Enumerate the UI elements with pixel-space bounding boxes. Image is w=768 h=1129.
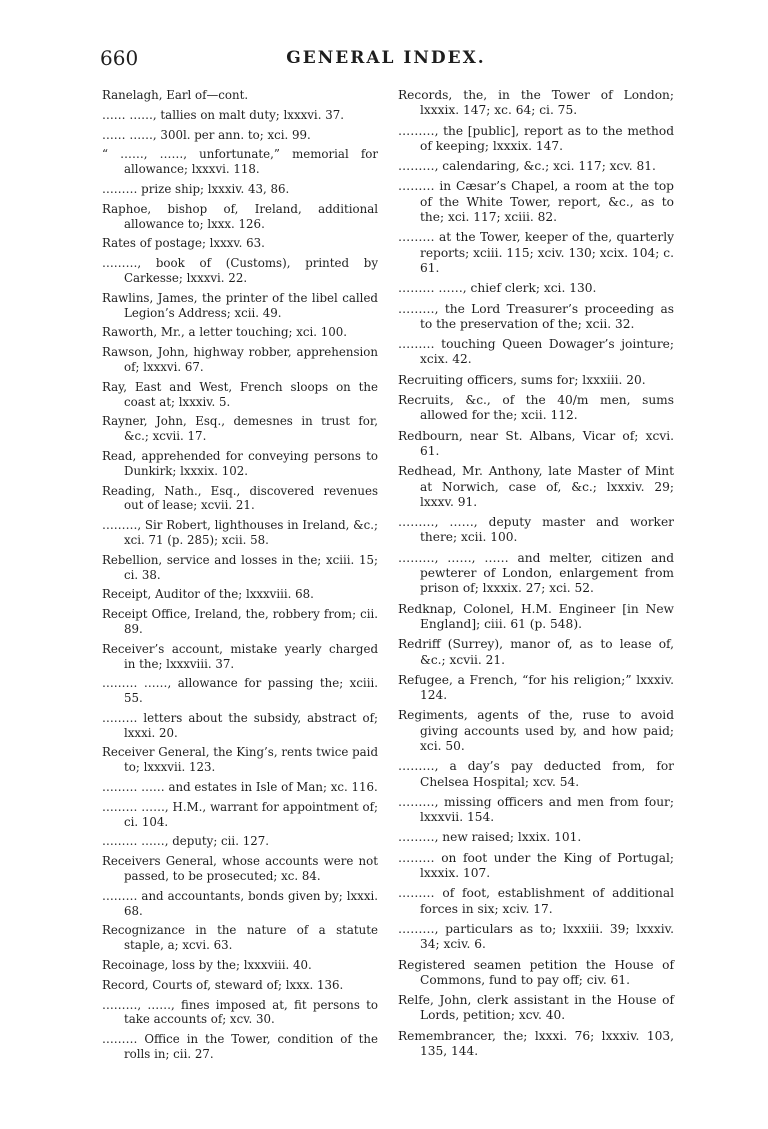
index-entry: …… ……, 300l. per ann. to; xci. 99. bbox=[102, 127, 311, 142]
left-index-column bbox=[102, 88, 378, 1067]
index-entry: ………, Sir Robert, lighthouses in Ireland, &c.; xci. 71 (p. 285); xcii. 58. bbox=[102, 518, 378, 547]
index-entry: ………, book of (Customs), printed by Carkesse; lxxxvi. 22. bbox=[102, 256, 378, 285]
index-entry: Refugee, a French, “for his religion;” lxxxiv. 124. bbox=[398, 672, 674, 703]
index-entry: ……… in Cæsar’s Chapel, a room at the top of the White Tower, report, &c., as to the; xci. 117; xciii. 82. bbox=[398, 179, 674, 225]
index-entry: ………, new raised; lxxix. 101. bbox=[398, 830, 582, 845]
running-title: GENERAL INDEX. bbox=[286, 48, 486, 68]
index-entry: Recoinage, loss by the; lxxxviii. 40. bbox=[102, 958, 312, 973]
index-entry: ………, missing officers and men from four; lxxxvii. 154. bbox=[398, 794, 674, 825]
index-entry: Redhead, Mr. Anthony, late Master of Mint at Norwich, case of, &c.; lxxxiv. 29; lxxxv. 91. bbox=[398, 464, 674, 509]
index-entry: ……… ……, H.M., warrant for appointment of; ci. 104. bbox=[102, 799, 378, 829]
index-entry: ……… letters about the subsidy, abstract of; lxxxi. 20. bbox=[102, 710, 378, 740]
index-entry: ……… and accountants, bonds given by; lxxxi. 68. bbox=[102, 888, 378, 918]
right-index-column bbox=[398, 88, 674, 1064]
index-entry: Redknap, Colonel, H.M. Engineer [in New England]; ciii. 61 (p. 548). bbox=[398, 601, 674, 631]
index-entry: ……… prize ship; lxxxiv. 43, 86. bbox=[102, 181, 290, 196]
index-entry: Reading, Nath., Esq., discovered revenues out of lease; xcvii. 21. bbox=[102, 483, 378, 513]
index-entry: Records, the, in the Tower of London; lxxxix. 147; xc. 64; ci. 75. bbox=[398, 88, 674, 118]
index-entry: Recruiting officers, sums for; lxxxiii. 20. bbox=[398, 372, 646, 387]
index-entry: Raphoe, bishop of, Ireland, additional allowance to; lxxx. 126. bbox=[102, 201, 378, 231]
index-entry: Raworth, Mr., a letter touching; xci. 100. bbox=[102, 325, 348, 340]
index-entry: ……… Office in the Tower, condition of the rolls in; cii. 27. bbox=[102, 1032, 378, 1062]
index-entry: Rawson, John, highway robber, apprehension of; lxxxvi. 67. bbox=[102, 345, 378, 374]
index-entry: Receipt, Auditor of the; lxxxviii. 68. bbox=[102, 587, 314, 602]
index-entry: Regiments, agents of the, ruse to avoid giving accounts used by, and how paid; xci. 50. bbox=[398, 708, 674, 753]
page-header bbox=[100, 46, 672, 76]
index-entry: Read, apprehended for conveying persons to Dunkirk; lxxxix. 102. bbox=[102, 448, 378, 478]
index-entry: Ranelagh, Earl of—cont. bbox=[102, 88, 249, 102]
index-entry: Record, Courts of, steward of; lxxx. 136. bbox=[102, 977, 344, 992]
index-entry: Receipt Office, Ireland, the, robbery from; cii. 89. bbox=[102, 607, 378, 636]
index-entry: Rates of postage; lxxxv. 63. bbox=[102, 236, 265, 251]
index-entry: ………, the [public], report as to the method of keeping; lxxxix. 147. bbox=[398, 123, 674, 153]
index-entry: ……… of foot, establishment of additional forces in six; xciv. 17. bbox=[398, 886, 674, 916]
index-entry: ……… at the Tower, keeper of the, quarterly reports; xciii. 115; xciv. 130; xcix. 104; c. 61. bbox=[398, 230, 674, 275]
index-entry: Remembrancer, the; lxxxi. 76; lxxxiv. 103, 135, 144. bbox=[398, 1028, 674, 1059]
index-entry: Redriff (Surrey), manor of, as to lease of, &c.; xcvii. 21. bbox=[398, 637, 674, 667]
index-entry: ………, the Lord Treasurer’s proceeding as to the preservation of the; xcii. 32. bbox=[398, 301, 674, 331]
index-entry: ……… …… and estates in Isle of Man; xc. 116. bbox=[102, 780, 378, 795]
index-entry: Recruits, &c., of the 40/m men, sums allowed for the; xcii. 112. bbox=[398, 393, 674, 423]
index-entry: “ ……, ……, unfortunate,” memorial for allowance; lxxxvi. 118. bbox=[102, 147, 378, 177]
index-entry: Receiver’s account, mistake yearly charged in the; lxxxviii. 37. bbox=[102, 641, 378, 671]
index-entry: Rawlins, James, the printer of the libel called Legion’s Address; xcii. 49. bbox=[102, 290, 378, 320]
index-entry: Rebellion, service and losses in the; xciii. 15; ci. 38. bbox=[102, 552, 378, 582]
index-entry: Redbourn, near St. Albans, Vicar of; xcvi. 61. bbox=[398, 428, 674, 458]
index-entry: ………, ……, …… and melter, citizen and pewterer of London, enlargement from prison of; lxxxix. 27; xci. 52. bbox=[398, 550, 674, 596]
index-entry: Rayner, John, Esq., demesnes in trust for, &c.; xcvii. 17. bbox=[102, 414, 378, 444]
index-entry: ……… touching Queen Dowager’s jointure; xcix. 42. bbox=[398, 337, 674, 367]
index-entry: ……… on foot under the King of Portugal; lxxxix. 107. bbox=[398, 850, 674, 881]
index-entry: ………, particulars as to; lxxxiii. 39; lxxxiv. 34; xciv. 6. bbox=[398, 921, 674, 952]
index-entry: ……… ……, chief clerk; xci. 130. bbox=[398, 281, 597, 296]
index-entry: ………, ……, deputy master and worker there; xcii. 100. bbox=[398, 515, 674, 545]
index-entry: Ray, East and West, French sloops on the coast at; lxxxiv. 5. bbox=[102, 379, 378, 409]
index-entry: ………, calendaring, &c.; xci. 117; xcv. 81. bbox=[398, 159, 656, 174]
index-entry: ……… ……, deputy; cii. 127. bbox=[102, 834, 269, 849]
index-entry: Registered seamen petition the House of Commons, fund to pay off; civ. 61. bbox=[398, 957, 674, 987]
index-entry: Recognizance in the nature of a statute staple, a; xcvi. 63. bbox=[102, 923, 378, 953]
index-entry: Relfe, John, clerk assistant in the House of Lords, petition; xcv. 40. bbox=[398, 993, 674, 1023]
index-entry: ……… ……, allowance for passing the; xciii. 55. bbox=[102, 676, 378, 706]
index-entry: Receiver General, the King’s, rents twice paid to; lxxxvii. 123. bbox=[102, 745, 378, 775]
page-number: 660 bbox=[100, 46, 139, 70]
index-entry: ………, a day’s pay deducted from, for Chelsea Hospital; xcv. 54. bbox=[398, 759, 674, 789]
index-entry: …… ……, tallies on malt duty; lxxxvi. 37. bbox=[102, 107, 344, 122]
index-entry: Receivers General, whose accounts were not passed, to be prosecuted; xc. 84. bbox=[102, 854, 378, 884]
index-entry: ………, ……, fines imposed at, fit persons to take accounts of; xcv. 30. bbox=[102, 997, 378, 1027]
